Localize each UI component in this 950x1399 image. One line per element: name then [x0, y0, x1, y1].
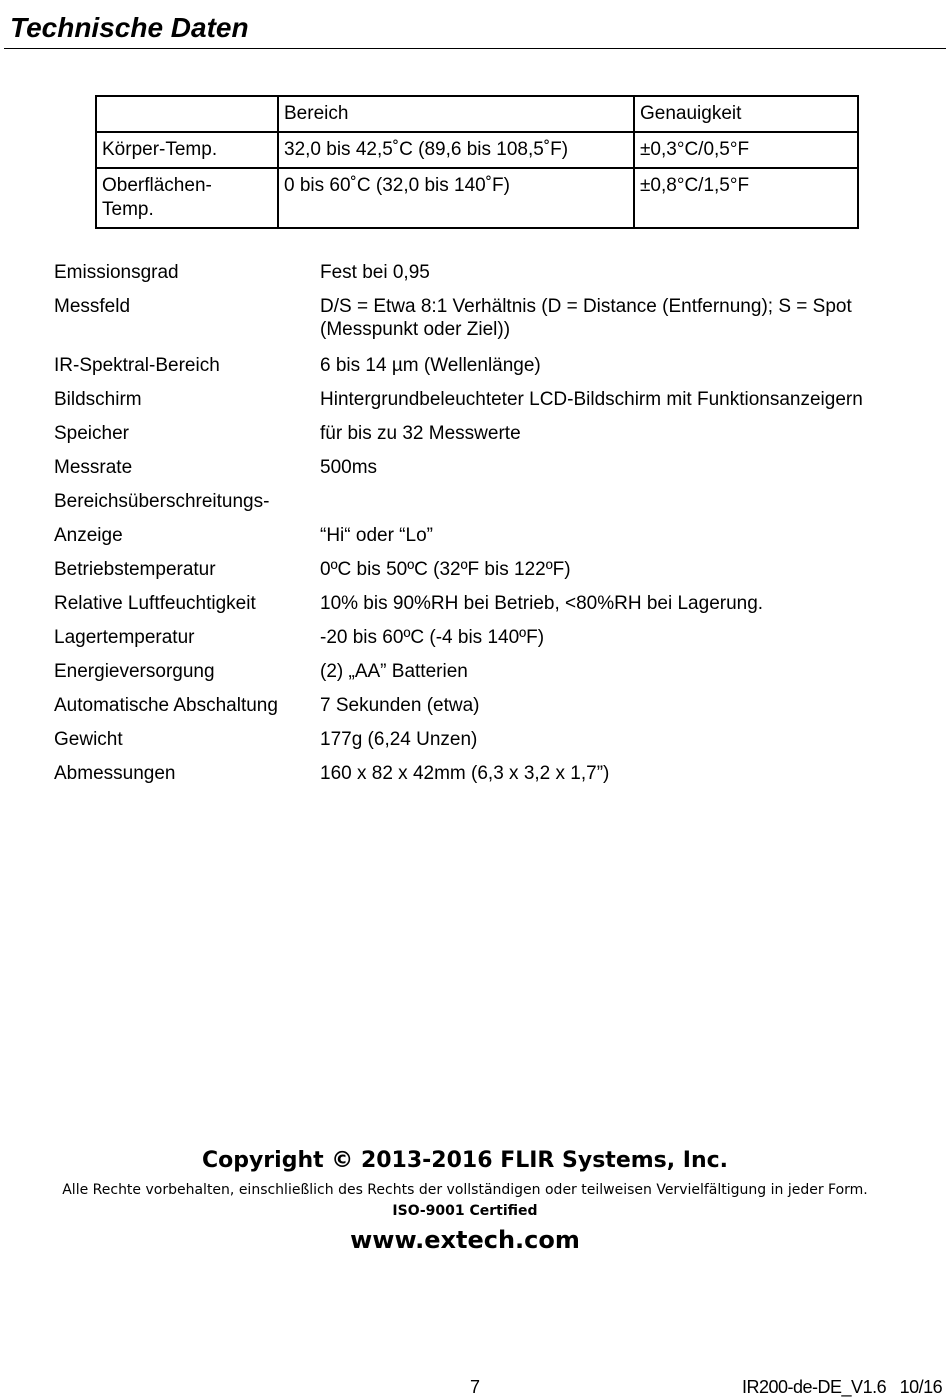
spec-label: Abmessungen: [54, 763, 176, 784]
rights-notice: Alle Rechte vorbehalten, einschließlich des Rechts der vollständigen oder teilweisen Vervielfältigung in jeder Form.: [62, 1182, 868, 1198]
table-cell: ±0,3°C/0,5°F: [634, 132, 858, 168]
spec-label: Bereichsüberschreitungs-: [54, 491, 270, 512]
table-cell: Oberflächen-Temp.: [96, 168, 278, 228]
spec-row: [54, 261, 940, 295]
table-cell: ±0,8°C/1,5°F: [634, 168, 858, 228]
spec-row: [54, 660, 940, 694]
spec-value: 6 bis 14 µm (Wellenlänge): [320, 355, 541, 376]
iso-certification: ISO-9001 Certified: [392, 1203, 538, 1219]
spec-value: D/S = Etwa 8:1 Verhältnis (D = Distance (Entfernung); S = Spot (Messpunkt oder Ziel)): [320, 296, 852, 340]
spec-label: Bildschirm: [54, 389, 142, 410]
spec-row: [54, 388, 940, 422]
spec-value: -20 bis 60ºC (-4 bis 140ºF): [320, 627, 545, 648]
table-header-cell: Genauigkeit: [634, 96, 858, 132]
spec-row: [54, 295, 940, 354]
spec-label: IR-Spektral-Bereich: [54, 355, 220, 376]
spec-row: [54, 456, 940, 490]
spec-row: [54, 558, 940, 592]
website-url: www.extech.com: [350, 1226, 580, 1254]
spec-value: 10% bis 90%RH bei Betrieb, <80%RH bei Lagerung.: [320, 593, 764, 614]
spec-value: 0ºC bis 50ºC (32ºF bis 122ºF): [320, 559, 571, 580]
spec-label: Messrate: [54, 457, 133, 478]
spec-label: Lagertemperatur: [54, 627, 195, 648]
spec-label: Gewicht: [54, 729, 123, 750]
spec-value: 160 x 82 x 42mm (6,3 x 3,2 x 1,7”): [320, 763, 610, 784]
table-cell: 32,0 bis 42,5˚C (89,6 bis 108,5˚F): [278, 132, 634, 168]
spec-value: für bis zu 32 Messwerte: [320, 423, 521, 444]
header-divider: [4, 48, 946, 49]
table-row: [96, 132, 858, 168]
table-header-cell: [96, 96, 278, 132]
table-row: [96, 168, 858, 228]
temperature-range-table: [95, 95, 859, 229]
spec-value: “Hi“ oder “Lo”: [320, 525, 433, 546]
spec-value: 500ms: [320, 457, 378, 478]
specifications-list: [54, 261, 940, 796]
spec-row: [54, 490, 940, 524]
spec-label: Relative Luftfeuchtigkeit: [54, 593, 256, 614]
spec-value: 177g (6,24 Unzen): [320, 729, 478, 750]
spec-label: Automatische Abschaltung: [54, 695, 278, 716]
document-id: IR200-de-DE_V1.6 10/16: [742, 1377, 943, 1397]
table-header-cell: Bereich: [278, 96, 634, 132]
table-cell: 0 bis 60˚C (32,0 bis 140˚F): [278, 168, 634, 228]
spec-row: [54, 524, 940, 558]
spec-label: Energieversorgung: [54, 661, 215, 682]
spec-row: [54, 354, 940, 388]
spec-label: Speicher: [54, 423, 129, 444]
spec-value: (2) „AA” Batterien: [320, 661, 468, 682]
table-header-row: [96, 96, 858, 132]
spec-row: [54, 694, 940, 728]
spec-label: Messfeld: [54, 296, 131, 317]
page-number: 7: [470, 1377, 481, 1397]
page-title: Technische Daten: [10, 12, 249, 43]
spec-row: [54, 422, 940, 456]
spec-row: [54, 626, 940, 660]
spec-row: [54, 592, 940, 626]
spec-label: Anzeige: [54, 525, 123, 546]
table-cell: Körper-Temp.: [96, 132, 278, 168]
spec-value: 7 Sekunden (etwa): [320, 695, 480, 716]
spec-row: [54, 728, 940, 762]
spec-value: Fest bei 0,95: [320, 262, 430, 283]
spec-label: Emissionsgrad: [54, 262, 179, 283]
spec-label: Betriebstemperatur: [54, 559, 216, 580]
spec-value: Hintergrundbeleuchteter LCD-Bildschirm mit Funktionsanzeigern: [320, 389, 863, 410]
spec-row: [54, 762, 940, 796]
copyright-notice: Copyright © 2013-2016 FLIR Systems, Inc.: [201, 1148, 729, 1173]
